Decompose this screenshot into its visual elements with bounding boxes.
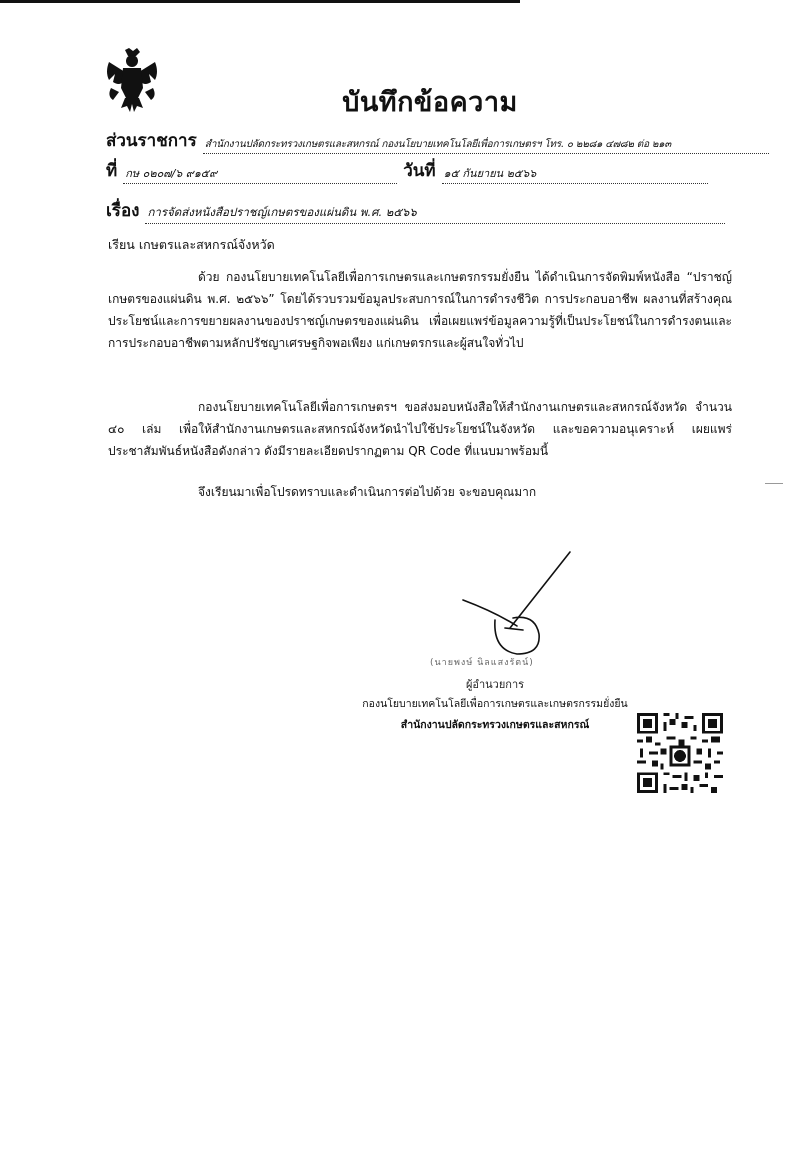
top-rule <box>0 0 520 3</box>
signer-position: ผู้อำนวยการ <box>465 678 525 691</box>
salutation: เรียน เกษตรและสหกรณ์จังหวัด <box>108 237 275 252</box>
signer-office: สำนักงานปลัดกระทรวงเกษตรและสหกรณ์ <box>400 719 590 731</box>
garuda-emblem-icon <box>103 48 161 112</box>
signer-division: กองนโยบายเทคโนโลยีเพื่อการเกษตรและเกษตรกรรมยั่งยืน <box>362 698 628 710</box>
body-paragraph-1: ด้วย กองนโยบายเทคโนโลยีเพื่อการเกษตรและเกษตรกรรมยั่งยืน ได้ดำเนินการจัดพิมพ์หนังสือ “ปราชญ์เกษตรของแผ่นดิน พ.ศ. ๒๕๖๖” โดยได้รวบรวมข้อมูลประสบการณ์ในการดำรงชีวิต การประกอบอาชีพ ผลงานที่สร้างคุณประโยชน์และการขยายผลงานของปราชญ์เกษตรของแผ่นดิน เพื่อเผยแพร่ข้อมูลความรู้ที่เป็นประโยชน์ในการดำรงตนและการประกอบอาชีพตามหลักปรัชญาเศรษฐกิจพอเพียง แก่เกษตรกรและผู้สนใจทั่วไป <box>108 270 732 350</box>
reference-no-label: ที่ <box>106 161 118 181</box>
side-margin-mark <box>765 483 783 484</box>
body-paragraph-2: กองนโยบายเทคโนโลยีเพื่อการเกษตรฯ ขอส่งมอบหนังสือให้สำนักงานเกษตรและสหกรณ์จังหวัด จำนวน ๔๐ เล่ม เพื่อให้สำนักงานเกษตรและสหกรณ์จังหวัดนำไปใช้ประโยชน์ในจังหวัด และขอความอนุเคราะห์ เผยแพร่ประชาสัมพันธ์หนังสือดังกล่าว ดังมีรายละเอียดปรากฏตาม QR Code ที่แนบมาพร้อมนี้ <box>108 400 732 458</box>
subject-row <box>106 200 725 224</box>
agency-value: สำนักงานปลัดกระทรวงเกษตรและสหกรณ์ กองนโยบายเทคโนโลยีเพื่อการเกษตรฯ โทร. ๐ ๒๒๘๑ ๔๗๘๒ ต่อ ๒๑๓ <box>203 137 769 154</box>
agency-label: ส่วนราชการ <box>106 131 197 151</box>
reference-no-value: กษ ๐๒๐๗/๖ ๙๑๕๙ <box>123 164 397 184</box>
closing-paragraph: จึงเรียนมาเพื่อโปรดทราบและดำเนินการต่อไปด้วย จะขอบคุณมาก <box>198 485 537 499</box>
subject-value: การจัดส่งหนังสือปราชญ์เกษตรของแผ่นดิน พ.ศ. ๒๕๖๖ <box>145 204 725 224</box>
qr-code-icon <box>637 713 723 793</box>
handwritten-signature <box>455 550 585 660</box>
reference-row <box>106 160 708 184</box>
agency-row <box>106 130 769 154</box>
memo-title: บันทึกข้อความ <box>342 87 518 118</box>
signer-name: (นายพงษ์ นิลแสงรัตน์) <box>430 658 534 668</box>
subject-label: เรื่อง <box>106 201 140 221</box>
date-label: วันที่ <box>403 161 436 181</box>
date-value: ๑๕ กันยายน ๒๕๖๖ <box>442 164 708 184</box>
